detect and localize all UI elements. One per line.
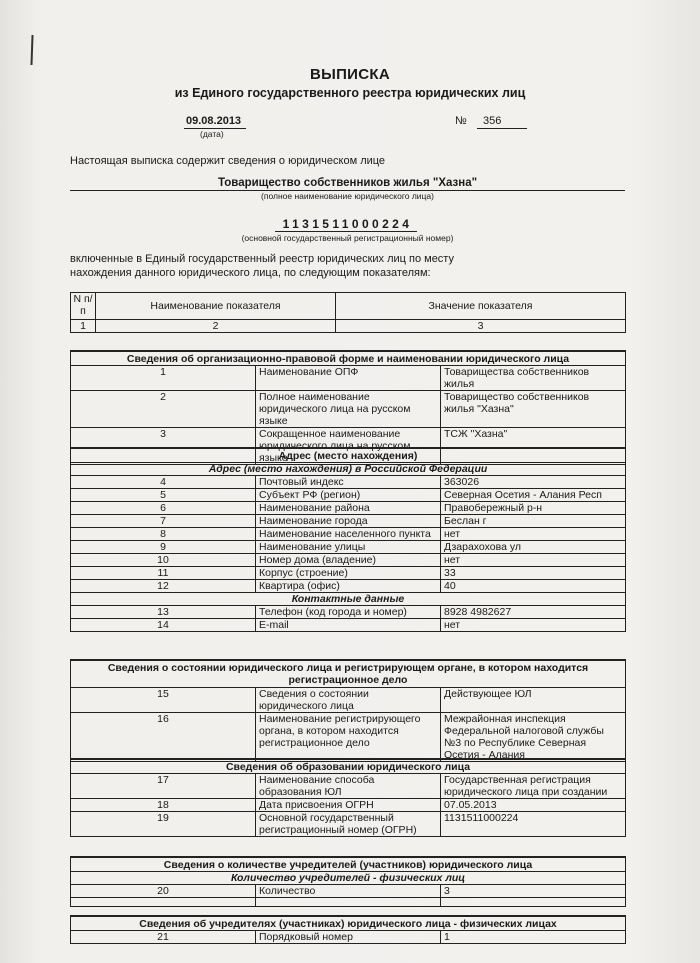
row-value: 40	[441, 580, 626, 593]
column-value-header: Значение показателя	[336, 293, 626, 320]
row-name: Дата присвоения ОГРН	[256, 799, 441, 812]
row-name: Наименование города	[256, 515, 441, 528]
ogrn-number: 1131511000224	[282, 217, 413, 231]
intro-text: Настоящая выписка содержит сведения о юридическом лице	[70, 155, 386, 167]
table-row	[71, 502, 626, 515]
row-name: Сведения о состоянии юридического лица	[256, 688, 441, 713]
table-row	[71, 391, 626, 428]
row-value: 07.05.2013	[441, 799, 626, 812]
row-value: Товарищества собственников жилья	[441, 366, 626, 391]
column-name-header: Наименование показателя	[96, 293, 336, 320]
row-value: Правобережный р-н	[441, 502, 626, 515]
section-founders-count-table	[70, 856, 626, 907]
row-number: 18	[71, 799, 256, 812]
row-value: 8928 4982627	[441, 606, 626, 619]
section-title: Сведения об образовании юридического лица	[71, 759, 626, 774]
row-name: Почтовый индекс	[256, 476, 441, 489]
row-name: Наименование населенного пункта	[256, 528, 441, 541]
number-sign: №	[455, 115, 467, 127]
row-name: E-mail	[256, 619, 441, 632]
table-row	[71, 885, 626, 898]
row-value: Государственная регистрация юридического лица при создании	[441, 774, 626, 799]
row-name: Корпус (строение)	[256, 567, 441, 580]
row-value: 1131511000224	[441, 812, 626, 837]
organization-name: Товарищество собственников жилья "Хазна"	[217, 177, 478, 189]
section-title: Адрес (место нахождения)	[71, 448, 626, 463]
row-name: Порядковый номер	[256, 931, 441, 944]
row-number: 10	[71, 554, 256, 567]
row-value: Межрайонная инспекция Федеральной налоговой службы №3 по Республике Северная Осетия - Алания	[441, 713, 626, 762]
document-number: 356	[483, 115, 502, 127]
row-value: 3	[441, 885, 626, 898]
section-subtitle: Количество учредителей - физических лиц	[71, 872, 626, 885]
section-title: Сведения о состоянии юридического лица и регистрирующем органе, в котором находится регистрационное дело	[71, 660, 626, 688]
section-subtitle: Адрес (место нахождения) в Российской Федерации	[71, 463, 626, 476]
row-number: 13	[71, 606, 256, 619]
document-subtitle: из Единого государственного реестра юридических лиц	[174, 86, 526, 100]
column-index-3: 3	[336, 320, 626, 333]
included-text-line1: включенные в Единый государственный реестр юридических лиц по месту	[70, 253, 454, 265]
table-row	[71, 366, 626, 391]
row-value: Дзарахохова ул	[441, 541, 626, 554]
pen-mark	[30, 35, 33, 65]
row-value: 33	[441, 567, 626, 580]
row-number: 7	[71, 515, 256, 528]
row-number: 12	[71, 580, 256, 593]
row-number: 15	[71, 688, 256, 713]
ogrn-underline	[275, 231, 417, 232]
row-number: 4	[71, 476, 256, 489]
row-value: 363026	[441, 476, 626, 489]
row-number: 3	[71, 428, 256, 465]
section-founders-table	[70, 915, 626, 944]
columns-header-table	[70, 292, 626, 333]
document-title: ВЫПИСКА	[309, 66, 390, 83]
included-text-line2: нахождения данного юридического лица, по следующим показателям:	[70, 267, 431, 279]
table-row	[71, 541, 626, 554]
row-name: Номер дома (владение)	[256, 554, 441, 567]
section-title: Сведения об учредителях (участниках) юридического лица - физических лицах	[71, 916, 626, 931]
row-value: нет	[441, 554, 626, 567]
table-row	[71, 515, 626, 528]
table-row	[71, 580, 626, 593]
row-number: 2	[71, 391, 256, 428]
row-number: 5	[71, 489, 256, 502]
row-value: Действующее ЮЛ	[441, 688, 626, 713]
table-row	[71, 567, 626, 580]
section-status-table	[70, 659, 626, 762]
row-name: Наименование района	[256, 502, 441, 515]
row-number: 17	[71, 774, 256, 799]
row-number: 11	[71, 567, 256, 580]
column-index-1: 1	[71, 320, 96, 333]
number-underline	[477, 128, 527, 129]
table-row	[71, 931, 626, 944]
row-value: Товарищество собственников жилья "Хазна"	[441, 391, 626, 428]
section-subtitle: Контактные данные	[71, 593, 626, 606]
row-number: 21	[71, 931, 256, 944]
row-value: нет	[441, 528, 626, 541]
row-name: Квартира (офис)	[256, 580, 441, 593]
date-caption: (дата)	[200, 129, 224, 139]
table-row	[71, 489, 626, 502]
organization-caption: (полное наименование юридического лица)	[261, 191, 434, 201]
row-number: 1	[71, 366, 256, 391]
row-value: ТСЖ "Хазна"	[441, 428, 626, 465]
row-name: Наименование ОПФ	[256, 366, 441, 391]
row-number: 14	[71, 619, 256, 632]
section-title: Сведения о количестве учредителей (участников) юридического лица	[71, 857, 626, 872]
column-num-header: N п/п	[71, 293, 96, 320]
table-row	[71, 554, 626, 567]
table-row	[71, 688, 626, 713]
row-number: 19	[71, 812, 256, 837]
row-value: 1	[441, 931, 626, 944]
row-number: 9	[71, 541, 256, 554]
row-number: 6	[71, 502, 256, 515]
row-name: Наименование улицы	[256, 541, 441, 554]
row-value: Северная Осетия - Алания Респ	[441, 489, 626, 502]
row-number: 8	[71, 528, 256, 541]
table-row	[71, 774, 626, 799]
row-name: Субъект РФ (регион)	[256, 489, 441, 502]
section-title: Сведения об организационно-правовой форме и наименовании юридического лица	[71, 351, 626, 366]
row-name: Количество	[256, 885, 441, 898]
row-value: Беслан г	[441, 515, 626, 528]
row-name: Сокращенное наименование юридического лица на русском языке	[256, 428, 441, 465]
section-address-table	[70, 447, 626, 632]
column-index-2: 2	[96, 320, 336, 333]
row-name: Основной государственный регистрационный номер (ОГРН)	[256, 812, 441, 837]
section-formation-table	[70, 758, 626, 837]
table-row	[71, 619, 626, 632]
row-value: нет	[441, 619, 626, 632]
row-name: Наименование способа образования ЮЛ	[256, 774, 441, 799]
table-row	[71, 799, 626, 812]
table-row	[71, 476, 626, 489]
row-name: Полное наименование юридического лица на русском языке	[256, 391, 441, 428]
table-row	[71, 812, 626, 837]
row-name: Телефон (код города и номер)	[256, 606, 441, 619]
row-name: Наименование регистрирующего органа, в котором находится регистрационное дело	[256, 713, 441, 762]
row-number: 16	[71, 713, 256, 762]
issue-date: 09.08.2013	[186, 115, 242, 127]
table-row	[71, 606, 626, 619]
row-number: 20	[71, 885, 256, 898]
table-row	[71, 528, 626, 541]
table-row	[71, 713, 626, 762]
ogrn-caption: (основной государственный регистрационный номер)	[241, 233, 454, 243]
